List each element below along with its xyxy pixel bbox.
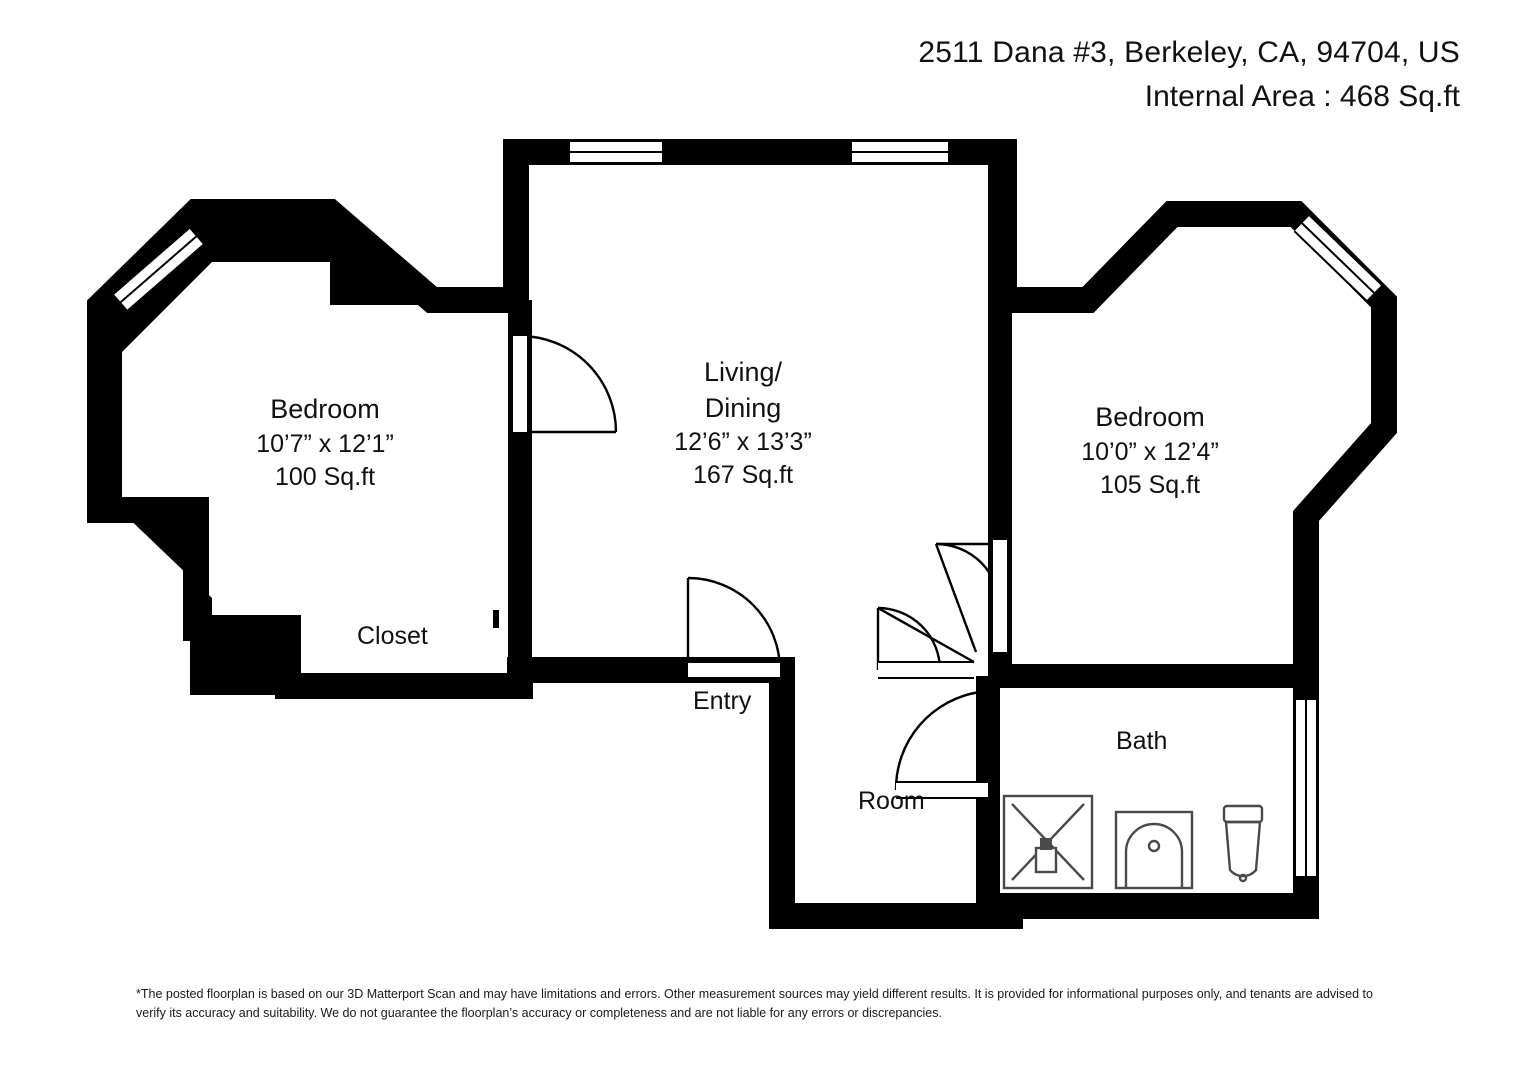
internal-area: Internal Area : 468 Sq.ft [1144,79,1460,113]
room-label-entry: Entry [693,687,752,715]
property-address: 2511 Dana #3, Berkeley, CA, 94704, US [918,36,1460,69]
room-area: 105 Sq.ft [1099,470,1201,499]
room-area: 167 Sq.ft [692,461,794,490]
room-label-bath: Bath [1116,727,1168,755]
wall-structure [92,145,1390,920]
room-label-bedroom-left [180,392,470,494]
room-name: Living/ [703,357,783,387]
room-name: Bedroom [1095,402,1205,432]
room-area: 100 Sq.ft [274,462,376,491]
toilet-icon [1224,806,1262,881]
room-dimensions: 10’0” x 12’4” [1081,437,1219,466]
room-name: Bedroom [270,394,380,424]
room-label-bedroom-right [1000,400,1300,502]
room-label-living-dining [598,355,888,492]
room-name-line2: Dining [704,392,782,423]
room-label-room: Room [858,787,925,815]
disclaimer-text: *The posted floorplan is based on our 3D Matterport Scan and may have limitations and errors. Other measurement sources may yield different results. It is provided for informational purposes only, and tenants are advised to verify its accuracy and suitability. We do not guarantee the floorplan’s accuracy or completeness and are not liable for any errors or discrepancies. [136,987,1373,1020]
wall-outline [100,152,1384,916]
bath-fixtures [1004,796,1262,888]
room-label-closet: Closet [357,622,428,650]
room-dimensions: 12’6” x 13’3” [674,428,812,457]
room-dimensions: 10’7” x 12’1” [256,429,394,458]
